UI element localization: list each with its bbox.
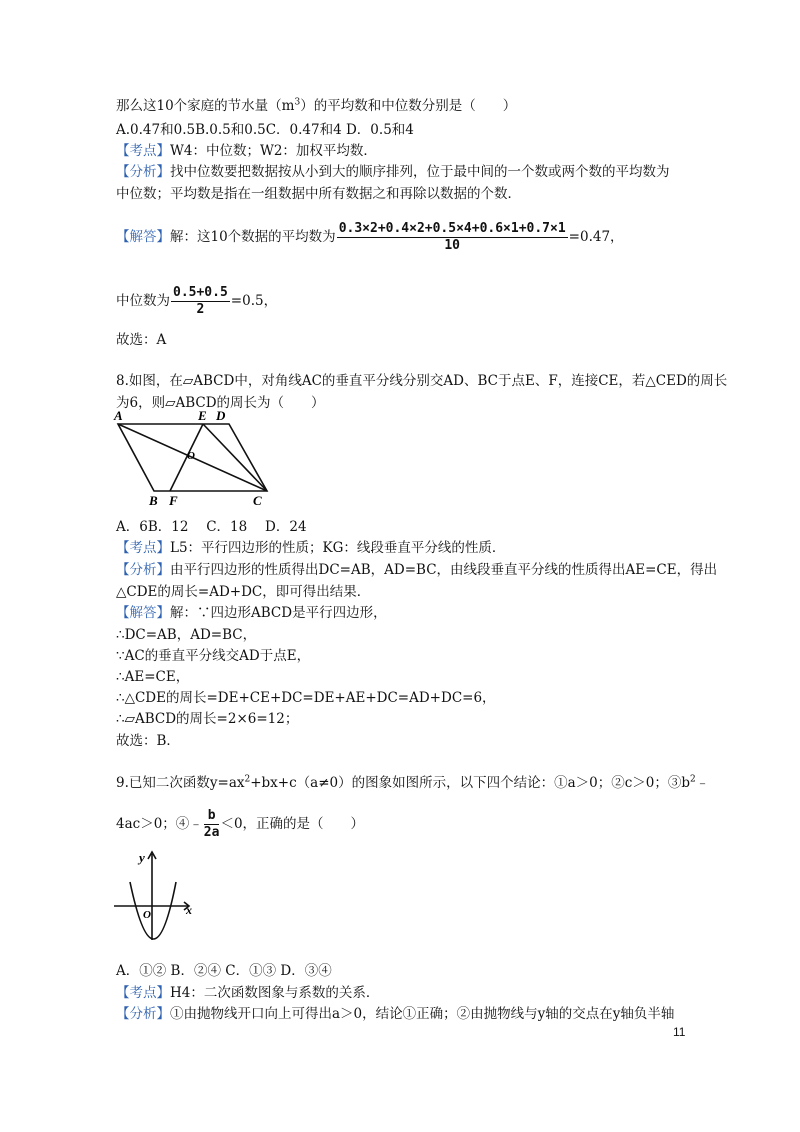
q7-options: A.0.47和0.5B.0.5和0.5C．0.47和4 D．0.5和4 xyxy=(116,122,414,138)
kaodian-tag: 【考点】 xyxy=(116,143,170,159)
q8-kaodian: 【考点】L5：平行四边形的性质；KG：线段垂直平分线的性质． xyxy=(116,540,506,556)
fenxi-tag: 【分析】 xyxy=(116,164,170,180)
mean-fraction: $\frac{0.3\times 2+0.4\times 2+0.5\times 4+0.6\times 1+0.7\times 1}{10}$ xyxy=(338,221,566,253)
q9-kaodian: 【考点】H4：二次函数图象与系数的关系． xyxy=(116,985,380,1001)
q8-jieda-1: 【解答】解：∵四边形ABCD是平行四边形， xyxy=(116,605,387,621)
fenxi-tag: 【分析】 xyxy=(116,562,170,578)
q7-fenxi-1: 【分析】找中位数要把数据按从小到大的顺序排列，位于最中间的一个数或两个数的平均数为 xyxy=(116,164,670,180)
label-C: C xyxy=(253,493,262,506)
q9-options: A．①② B．②④ C．①③ D．③④ xyxy=(116,963,332,979)
label-D: D xyxy=(216,408,226,423)
label-A: A xyxy=(114,408,123,423)
label-O: O xyxy=(187,450,195,462)
parabola-figure xyxy=(112,848,198,944)
q7-answer: 故选：A xyxy=(116,332,167,348)
q8-step: 故选：B． xyxy=(116,733,180,749)
q7-jieda-mean: 【解答】解：这10个数据的平均数为 $\frac{0.3\times 2+0.4\times 2+0.5\times 4+0.6\times 1+0.7\times 1}{10}$ =0.47， xyxy=(116,221,624,253)
parallelogram-figure xyxy=(112,408,272,506)
q8-step: ∴△CDE的周长=DE+CE+DC=DE+AE+DC=AD+DC=6， xyxy=(116,690,496,706)
fenxi-tag: 【分析】 xyxy=(116,1006,170,1022)
q7-kaodian: 【考点】W4：中位数；W2：加权平均数． xyxy=(116,143,377,159)
q8-step: ∵AC的垂直平分线交AD于点E， xyxy=(116,648,311,664)
q8-fenxi-2: △CDE的周长=AD+DC，即可得出结果． xyxy=(116,584,371,600)
q8-step: ∴▱ABCD的周长=2×6=12； xyxy=(116,711,299,727)
label-origin: O xyxy=(143,909,151,921)
q7-fenxi-2: 中位数；平均数是指在一组数据中所有数据之和再除以数据的个数． xyxy=(116,186,521,202)
q8-fenxi-1: 【分析】由平行四边形的性质得出DC=AB，AD=BC，由线段垂直平分线的性质得出AE=CE，得出 xyxy=(116,562,718,578)
q8-step: ∴AE=CE， xyxy=(116,669,190,685)
q9-fenxi-1: 【分析】①由抛物线开口向上可得出a＞0，结论①正确；②由抛物线与y轴的交点在y轴负半轴 xyxy=(116,1006,675,1022)
label-E: E xyxy=(198,408,207,423)
q8-step: ∴DC=AB，AD=BC， xyxy=(116,627,257,643)
label-B: B xyxy=(149,493,158,506)
neg-b-over-2a-fraction: $\frac{b}{2a}$ xyxy=(203,808,220,840)
median-fraction: $\frac{0.5+0.5}{2}$ xyxy=(173,285,228,317)
label-y: y xyxy=(139,850,145,865)
kaodian-tag: 【考点】 xyxy=(116,985,170,1001)
jieda-tag: 【解答】 xyxy=(116,229,170,245)
q9-stem-1: 9.已知二次函数$y=ax^2+bx+c(a\ne 0)$的图象如图所示，以下四个结论：①a＞0；②c＞0；$③b^2﹣$ xyxy=(116,774,710,791)
q7-stem: 那么这10个家庭的节水量$(m^3)$的平均数和中位数分别是（ ） xyxy=(116,97,517,114)
q8-stem-1: 8.如图，在▱ABCD中，对角线AC的垂直平分线分别交AD、BC于点E、F，连接CE，若△CED的周长 xyxy=(116,373,728,389)
q8-options: A．6B．12 C．18 D．24 xyxy=(116,519,307,535)
kaodian-tag: 【考点】 xyxy=(116,540,170,556)
jieda-tag: 【解答】 xyxy=(116,605,170,621)
page-number: 11 xyxy=(673,1025,686,1039)
label-F: F xyxy=(169,493,178,506)
q9-stem-2: 4ac＞0；④﹣ $\frac{b}{2a}$ ＜0，正确的是（ ） xyxy=(116,808,365,840)
q7-median: 中位数为 $\frac{0.5+0.5}{2}$ =0.5， xyxy=(116,285,278,317)
label-x: x xyxy=(186,903,192,917)
q8-stem-2: 为6，则▱ABCD的周长为（ ） xyxy=(116,395,325,411)
